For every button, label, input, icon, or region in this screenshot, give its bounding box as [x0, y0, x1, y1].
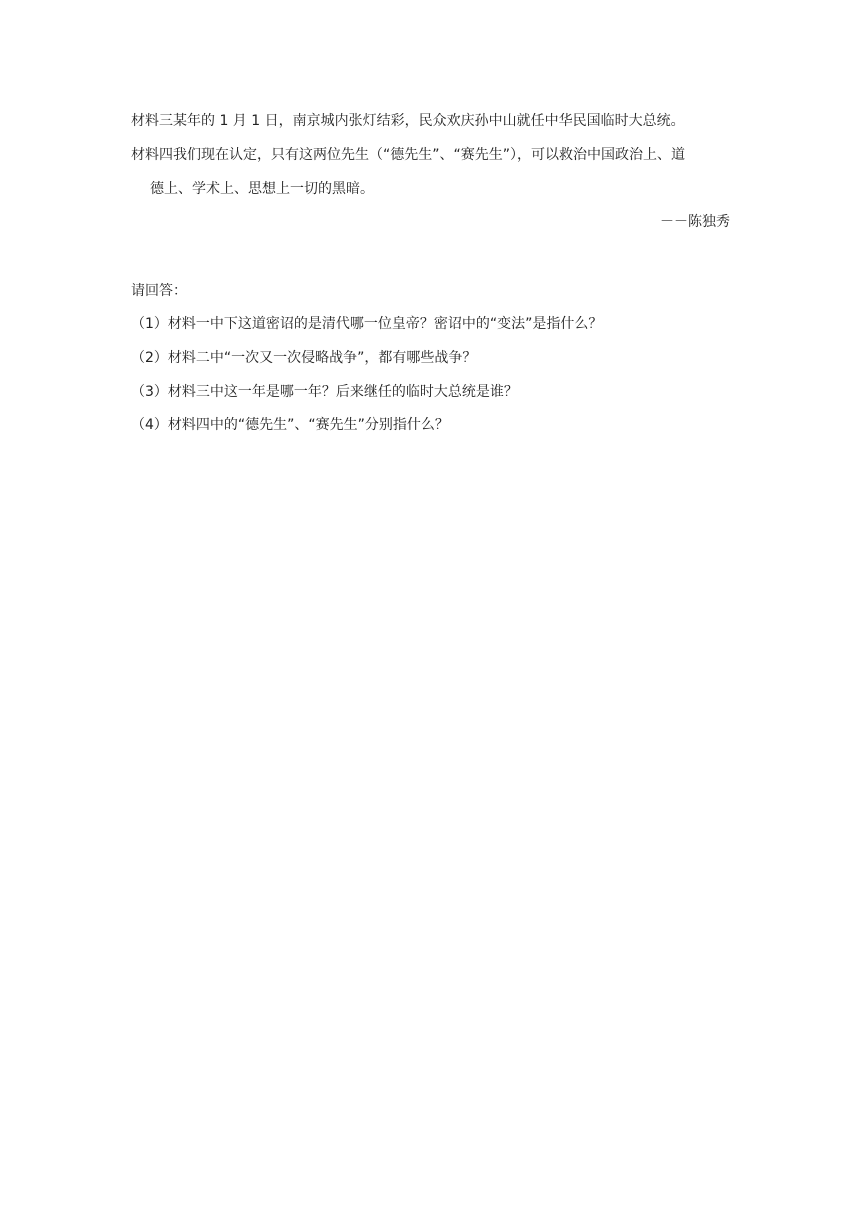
quote-attribution: －－陈独秀: [660, 214, 730, 230]
material-4-text-line-2: 德上、学术上、思想上一切的黑暗。: [150, 181, 374, 197]
question-1: （1）材料一中下这道密诏的是清代哪一位皇帝？密诏中的“变法”是指什么？: [131, 316, 603, 332]
material-3-text: 材料三某年的 1 月 1 日，南京城内张灯结彩，民众欢庆孙中山就任中华民国临时大总统。: [131, 113, 685, 129]
question-4: （4）材料四中的“德先生”、“赛先生”分别指什么？: [131, 417, 449, 433]
question-3: （3）材料三中这一年是哪一年？后来继任的临时大总统是谁？: [131, 384, 518, 400]
question-2: （2）材料二中“一次又一次侵略战争”，都有哪些战争？: [131, 350, 477, 366]
material-4-text-line-1: 材料四我们现在认定，只有这两位先生（“德先生”、“赛先生”），可以救治中国政治上、道: [131, 147, 686, 163]
answer-prompt: 请回答：: [131, 283, 187, 299]
